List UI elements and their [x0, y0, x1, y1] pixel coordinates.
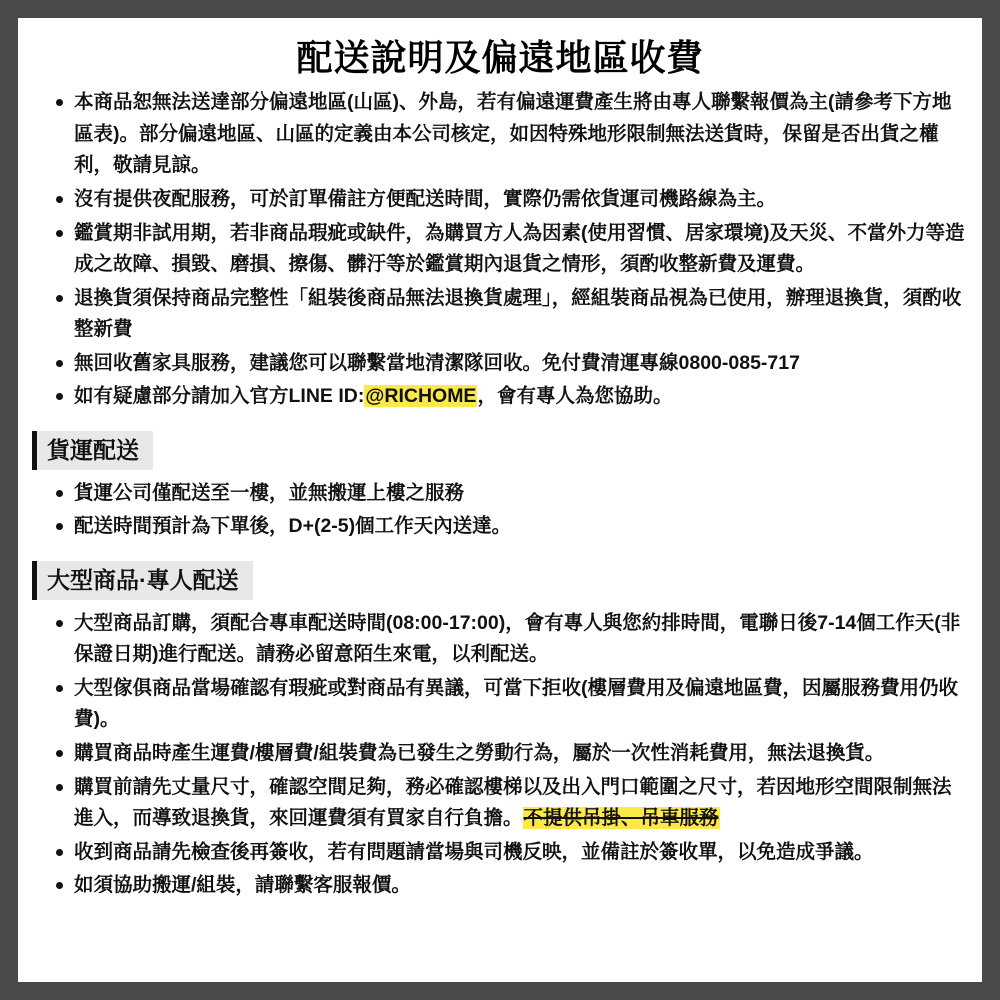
large-items-bullet-list	[18, 608, 982, 902]
no-crane-service-strikethrough: 不提供吊掛、吊車服務	[523, 807, 719, 830]
intro-bullet-list	[18, 87, 982, 413]
line-id-highlight: @RICHOME	[365, 385, 477, 408]
list-item-measure	[48, 772, 966, 835]
section-heading-freight: 貨運配送	[32, 431, 153, 470]
page-title: 配送說明及偏遠地區收費	[296, 37, 704, 78]
list-item: 如須協助搬運/組裝，請聯繫客服報價。	[48, 870, 966, 902]
list-item: 收到商品請先檢查後再簽收，若有問題請當場與司機反映，並備註於簽收單，以免造成爭議。	[48, 837, 966, 869]
measure-text: 購買前請先丈量尺寸，確認空間足夠，務必確認樓梯以及出入門口範圍之尺寸，若因地形空間限制無法進入，而導致退換貨，來回運費須有買家自行負擔。	[74, 775, 952, 830]
list-item: 本商品恕無法送達部分偏遠地區(山區)、外島，若有偏遠運費產生將由專人聯繫報價為主(請參考下方地區表)。部分偏遠地區、山區的定義由本公司核定，如因特殊地形限制無法送貨時，保留是否出貨之權利，敬請見諒。	[48, 87, 966, 182]
list-item: 鑑賞期非試用期，若非商品瑕疵或缺件，為購買方人為因素(使用習慣、居家環境)及天災、不當外力等造成之故障、損毀、磨損、擦傷、髒汙等於鑑賞期內退貨之情形，須酌收整新費及運費。	[48, 218, 966, 281]
freight-bullet-list	[18, 478, 982, 543]
list-item-line-id	[48, 381, 966, 413]
list-item: 大型傢俱商品當場確認有瑕疵或對商品有異議，可當下拒收(樓層費用及偏遠地區費，因屬服務費用仍收費)。	[48, 673, 966, 736]
list-item: 沒有提供夜配服務，可於訂單備註方便配送時間，實際仍需依貨運司機路線為主。	[48, 184, 966, 216]
line-id-prefix: 如有疑慮部分請加入官方LINE ID:	[74, 385, 365, 408]
delivery-info-card	[18, 18, 982, 982]
list-item: 配送時間預計為下單後，D+(2-5)個工作天內送達。	[48, 511, 966, 543]
list-item: 無回收舊家具服務，建議您可以聯繫當地清潔隊回收。免付費清運專線0800-085-717	[48, 348, 966, 380]
section-heading-large-items: 大型商品·專人配送	[32, 561, 253, 600]
section-freight	[18, 417, 982, 543]
list-item: 大型商品訂購，須配合專車配送時間(08:00-17:00)，會有專人與您約排時間，電聯日後7-14個工作天(非保證日期)進行配送。請務必留意陌生來電，以利配送。	[48, 608, 966, 671]
line-id-suffix: ，會有專人為您協助。	[477, 385, 673, 408]
list-item: 購買商品時產生運費/樓層費/組裝費為已發生之勞動行為，屬於一次性消耗費用，無法退換貨。	[48, 738, 966, 770]
list-item: 貨運公司僅配送至一樓，並無搬運上樓之服務	[48, 478, 966, 510]
list-item: 退換貨須保持商品完整性「組裝後商品無法退換貨處理」，經組裝商品視為已使用，辦理退換貨，須酌收整新費	[48, 283, 966, 346]
section-large-items	[18, 547, 982, 902]
